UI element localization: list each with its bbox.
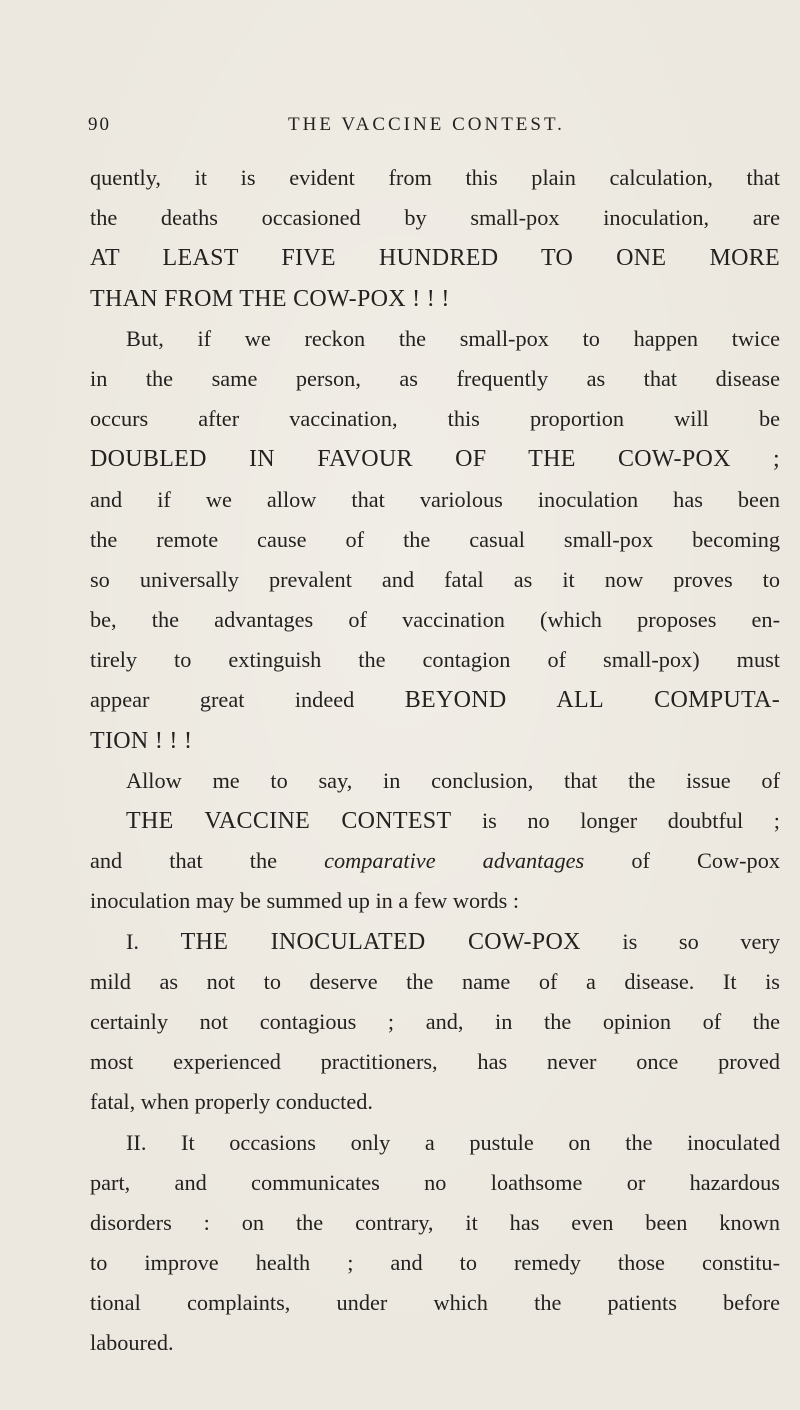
text-line: II. It occasions only a pustule on the inoculated (126, 1129, 780, 1155)
text-line: part, and communicates no loathsome or hazardous (90, 1169, 780, 1195)
text-line: and if we allow that variolous inoculation has been (90, 486, 780, 512)
text-line: mild as not to deserve the name of a disease. It is (90, 968, 780, 994)
text-line: THAN FROM THE COW-POX ! ! ! (90, 285, 450, 312)
text-line: quently, it is evident from this plain calculation, that (90, 165, 780, 190)
text-line: fatal, when properly conducted. (90, 1089, 373, 1115)
text-line: DOUBLED IN FAVOUR OF THE COW-POX ; (90, 446, 780, 473)
text-line: be, the advantages of vaccination (which proposes en- (90, 607, 780, 633)
text-line: in the same person, as frequently as that disease (90, 365, 780, 391)
running-head (88, 114, 768, 144)
text-line: laboured. (90, 1330, 174, 1356)
text-line: the deaths occasioned by small-pox inoculation, are (90, 205, 780, 231)
text-line: and that the comparative advantages of Cow-pox (90, 848, 780, 874)
text-line: occurs after vaccination, this proportion will be (90, 406, 780, 432)
text-line: to improve health ; and to remedy those constitu- (90, 1250, 780, 1276)
text-line: certainly not contagious ; and, in the opinion of the (90, 1008, 780, 1034)
text-line: inoculation may be summed up in a few words : (90, 888, 520, 914)
text-line: But, if we reckon the small-pox to happen twice (126, 325, 780, 351)
text-line: the remote cause of the casual small-pox becoming (90, 526, 780, 552)
running-title: THE VACCINE CONTEST. (288, 114, 565, 135)
text-line: tirely to extinguish the contagion of small-pox) must (90, 647, 780, 673)
body-text (90, 158, 780, 1364)
text-line: I. THE INOCULATED COW-POX is so very (126, 928, 780, 955)
text-line: tional complaints, under which the patients before (90, 1290, 780, 1316)
text-line: most experienced practitioners, has never once proved (90, 1049, 780, 1075)
text-line: TION ! ! ! (90, 727, 193, 754)
text-line: so universally prevalent and fatal as it now proves to (90, 566, 780, 592)
page-number: 90 (88, 114, 111, 135)
text-line: Allow me to say, in conclusion, that the issue of (126, 767, 780, 793)
text-line: disorders : on the contrary, it has even been known (90, 1209, 780, 1235)
text-line: AT LEAST FIVE HUNDRED TO ONE MORE (90, 245, 780, 272)
text-line: appear great indeed BEYOND ALL COMPUTA- (90, 687, 780, 714)
text-line: THE VACCINE CONTEST is no longer doubtful ; (126, 808, 780, 834)
